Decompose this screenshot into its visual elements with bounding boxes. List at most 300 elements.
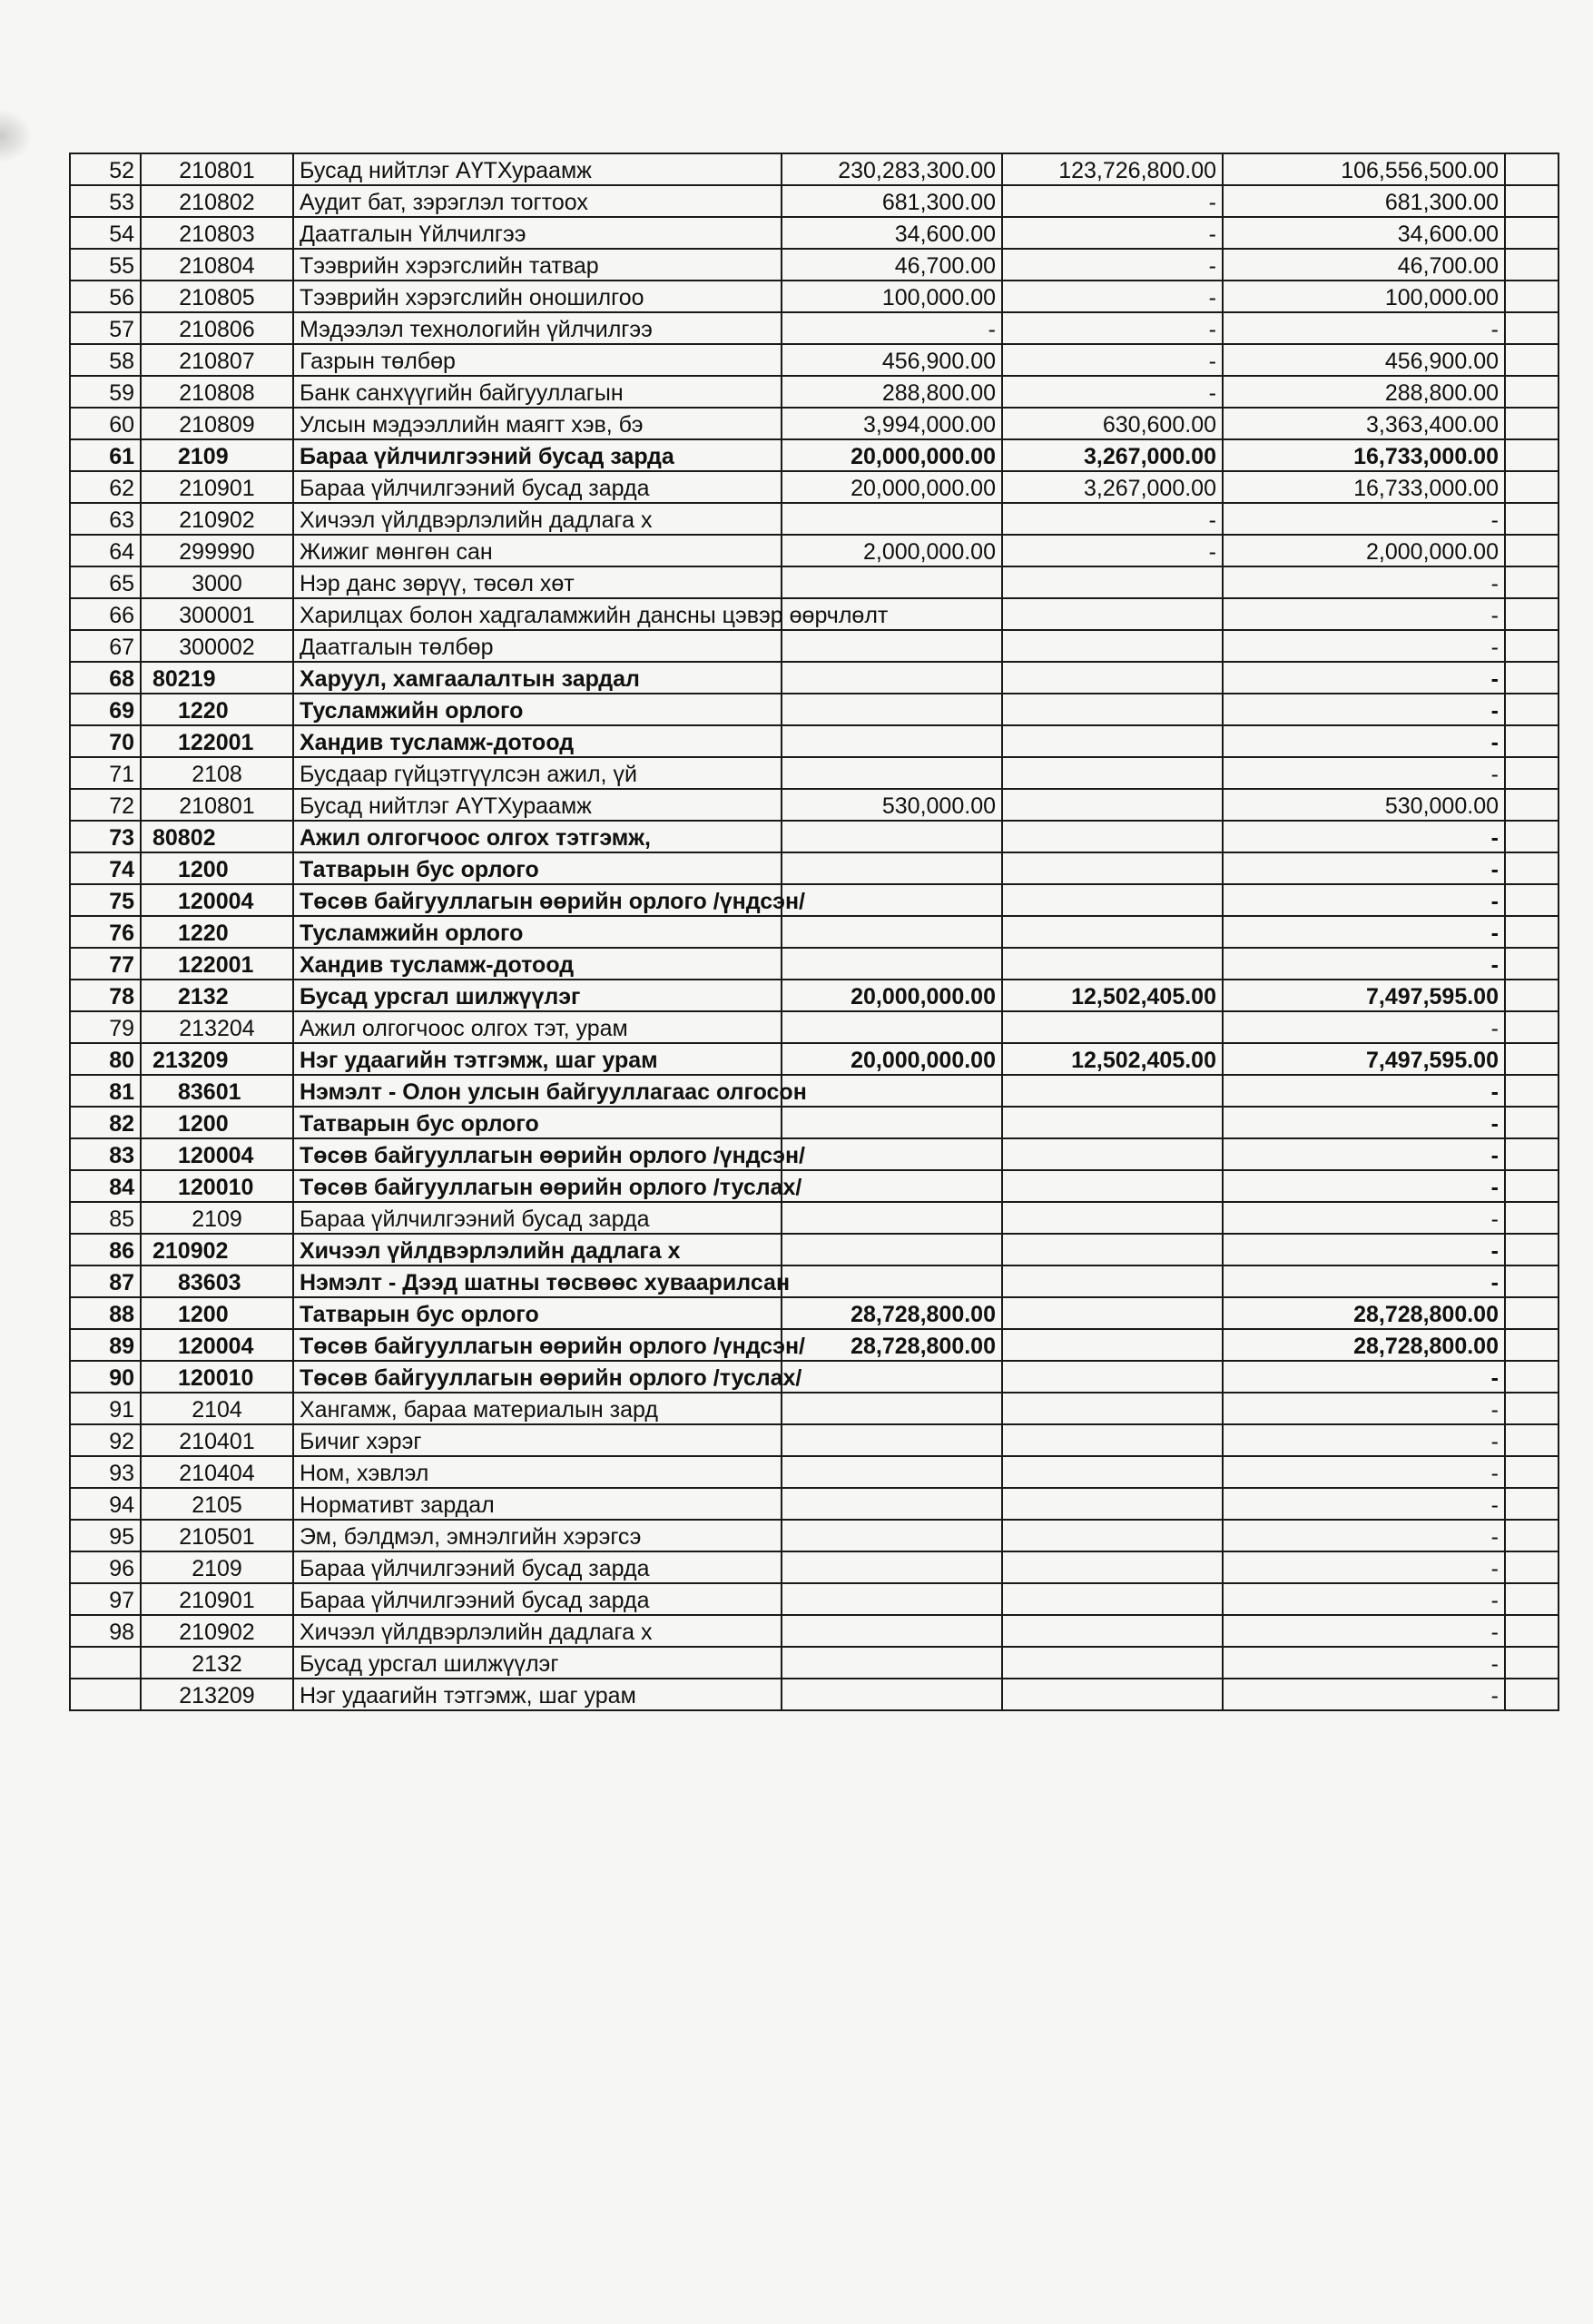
- table-row: [70, 948, 1559, 980]
- account-code-cell: 210806: [141, 312, 293, 344]
- empty-cell: [1505, 1520, 1559, 1551]
- account-name-cell: Тээврийн хэрэгслийн оношилгоо: [293, 281, 782, 312]
- planned-amount-cell: [782, 884, 1002, 916]
- table-row: [70, 1138, 1559, 1170]
- difference-amount-cell: -: [1223, 757, 1505, 789]
- account-name-cell: Бараа үйлчилгээний бусад зарда: [293, 1202, 782, 1234]
- account-name-cell: Нэмэлт - Олон улсын байгууллагаас олгосон: [293, 1075, 782, 1107]
- empty-cell: [1505, 1583, 1559, 1615]
- empty-cell: [1505, 1361, 1559, 1393]
- row-number-cell: 74: [70, 852, 141, 884]
- row-number-cell: 60: [70, 408, 141, 439]
- table-row: [70, 1361, 1559, 1393]
- row-number-cell: 85: [70, 1202, 141, 1234]
- account-code-cell: 83603: [141, 1265, 293, 1297]
- account-code-cell: 120004: [141, 884, 293, 916]
- account-code-cell: 1220: [141, 916, 293, 948]
- account-name-cell: Бусад урсгал шилжүүлэг: [293, 1647, 782, 1679]
- difference-amount-cell: 46,700.00: [1223, 249, 1505, 281]
- empty-cell: [1505, 1265, 1559, 1297]
- table-row: [70, 852, 1559, 884]
- difference-amount-cell: 2,000,000.00: [1223, 535, 1505, 566]
- table-row: [70, 1107, 1559, 1138]
- planned-amount-cell: [782, 1234, 1002, 1265]
- account-code-cell: 210801: [141, 153, 293, 185]
- account-name-cell: Төсөв байгууллагын өөрийн орлого /туслах/: [293, 1361, 782, 1393]
- planned-amount-cell: [782, 852, 1002, 884]
- table-row: [70, 980, 1559, 1011]
- row-number-cell: 92: [70, 1424, 141, 1456]
- table-row: [70, 662, 1559, 694]
- account-code-cell: 1200: [141, 1297, 293, 1329]
- account-code-cell: 2108: [141, 757, 293, 789]
- account-name-cell: Даатгалын төлбөр: [293, 630, 782, 662]
- executed-amount-cell: [1002, 566, 1223, 598]
- planned-amount-cell: 34,600.00: [782, 217, 1002, 249]
- account-name-cell: Аудит бат, зэрэглэл тогтоох: [293, 185, 782, 217]
- difference-amount-cell: -: [1223, 948, 1505, 980]
- executed-amount-cell: [1002, 1075, 1223, 1107]
- account-code-cell: 210801: [141, 789, 293, 821]
- account-code-cell: 210401: [141, 1424, 293, 1456]
- account-name-cell: Хичээл үйлдвэрлэлийн дадлага х: [293, 1615, 782, 1647]
- difference-amount-cell: 34,600.00: [1223, 217, 1505, 249]
- row-number-cell: 73: [70, 821, 141, 852]
- account-code-cell: 1200: [141, 852, 293, 884]
- planned-amount-cell: [782, 1107, 1002, 1138]
- executed-amount-cell: 3,267,000.00: [1002, 439, 1223, 471]
- table-row: [70, 344, 1559, 376]
- account-code-cell: 210902: [141, 1615, 293, 1647]
- row-number-cell: 65: [70, 566, 141, 598]
- planned-amount-cell: [782, 725, 1002, 757]
- executed-amount-cell: -: [1002, 217, 1223, 249]
- planned-amount-cell: [782, 1488, 1002, 1520]
- executed-amount-cell: [1002, 1329, 1223, 1361]
- account-name-cell: Тусламжийн орлого: [293, 694, 782, 725]
- planned-amount-cell: [782, 1583, 1002, 1615]
- row-number-cell: 62: [70, 471, 141, 503]
- planned-amount-cell: 20,000,000.00: [782, 1043, 1002, 1075]
- account-name-cell: Даатгалын Үйлчилгээ: [293, 217, 782, 249]
- planned-amount-cell: [782, 1424, 1002, 1456]
- account-name-cell: Нэмэлт - Дээд шатны төсвөөс хуваарилсан: [293, 1265, 782, 1297]
- row-number-cell: 88: [70, 1297, 141, 1329]
- table-row: [70, 1202, 1559, 1234]
- account-name-cell: Мэдээлэл технологийн үйлчилгээ: [293, 312, 782, 344]
- account-name-cell: Бусад нийтлэг АҮТХураамж: [293, 153, 782, 185]
- row-number-cell: 64: [70, 535, 141, 566]
- difference-amount-cell: -: [1223, 1679, 1505, 1710]
- difference-amount-cell: -: [1223, 598, 1505, 630]
- table-row: [70, 535, 1559, 566]
- planned-amount-cell: 288,800.00: [782, 376, 1002, 408]
- executed-amount-cell: [1002, 662, 1223, 694]
- difference-amount-cell: -: [1223, 630, 1505, 662]
- account-code-cell: 210802: [141, 185, 293, 217]
- account-code-cell: 122001: [141, 725, 293, 757]
- row-number-cell: 69: [70, 694, 141, 725]
- row-number-cell: 54: [70, 217, 141, 249]
- difference-amount-cell: -: [1223, 1107, 1505, 1138]
- planned-amount-cell: 46,700.00: [782, 249, 1002, 281]
- table-row: [70, 725, 1559, 757]
- account-code-cell: 213204: [141, 1011, 293, 1043]
- difference-amount-cell: 106,556,500.00: [1223, 153, 1505, 185]
- executed-amount-cell: 630,600.00: [1002, 408, 1223, 439]
- row-number-cell: 72: [70, 789, 141, 821]
- table-row: [70, 1520, 1559, 1551]
- account-code-cell: 300001: [141, 598, 293, 630]
- row-number-cell: 59: [70, 376, 141, 408]
- table-row: [70, 789, 1559, 821]
- executed-amount-cell: [1002, 1265, 1223, 1297]
- empty-cell: [1505, 1297, 1559, 1329]
- difference-amount-cell: 681,300.00: [1223, 185, 1505, 217]
- difference-amount-cell: -: [1223, 662, 1505, 694]
- account-code-cell: 299990: [141, 535, 293, 566]
- account-name-cell: Ажил олгогчоос олгох тэт, урам: [293, 1011, 782, 1043]
- planned-amount-cell: [782, 1361, 1002, 1393]
- account-code-cell: 210501: [141, 1520, 293, 1551]
- table-row: [70, 376, 1559, 408]
- table-row: [70, 884, 1559, 916]
- difference-amount-cell: -: [1223, 1361, 1505, 1393]
- empty-cell: [1505, 1043, 1559, 1075]
- empty-cell: [1505, 1456, 1559, 1488]
- account-name-cell: Бараа үйлчилгээний бусад зарда: [293, 1551, 782, 1583]
- account-name-cell: Бараа үйлчилгээний бусад зарда: [293, 1583, 782, 1615]
- account-name-cell: Татварын бус орлого: [293, 1107, 782, 1138]
- account-code-cell: 120004: [141, 1138, 293, 1170]
- planned-amount-cell: 681,300.00: [782, 185, 1002, 217]
- empty-cell: [1505, 630, 1559, 662]
- empty-cell: [1505, 217, 1559, 249]
- account-code-cell: 2132: [141, 980, 293, 1011]
- planned-amount-cell: [782, 916, 1002, 948]
- empty-cell: [1505, 153, 1559, 185]
- account-name-cell: Бичиг хэрэг: [293, 1424, 782, 1456]
- account-code-cell: 2105: [141, 1488, 293, 1520]
- row-number-cell: 75: [70, 884, 141, 916]
- empty-cell: [1505, 1679, 1559, 1710]
- account-code-cell: 80802: [141, 821, 293, 852]
- row-number-cell: 70: [70, 725, 141, 757]
- executed-amount-cell: -: [1002, 281, 1223, 312]
- empty-cell: [1505, 1075, 1559, 1107]
- budget-table: [69, 153, 1559, 1711]
- account-code-cell: 210807: [141, 344, 293, 376]
- account-name-cell: Хангамж, бараа материалын зард: [293, 1393, 782, 1424]
- row-number-cell: 78: [70, 980, 141, 1011]
- table-row: [70, 1265, 1559, 1297]
- difference-amount-cell: 3,363,400.00: [1223, 408, 1505, 439]
- table-row: [70, 1011, 1559, 1043]
- planned-amount-cell: [782, 1551, 1002, 1583]
- planned-amount-cell: 20,000,000.00: [782, 439, 1002, 471]
- account-name-cell: Төсөв байгууллагын өөрийн орлого /туслах/: [293, 1170, 782, 1202]
- account-code-cell: 83601: [141, 1075, 293, 1107]
- table-row: [70, 916, 1559, 948]
- difference-amount-cell: 28,728,800.00: [1223, 1329, 1505, 1361]
- row-number-cell: 53: [70, 185, 141, 217]
- planned-amount-cell: 456,900.00: [782, 344, 1002, 376]
- row-number-cell: 58: [70, 344, 141, 376]
- account-name-cell: Эм, бэлдмэл, эмнэлгийн хэрэгсэ: [293, 1520, 782, 1551]
- account-code-cell: 210901: [141, 471, 293, 503]
- executed-amount-cell: [1002, 884, 1223, 916]
- executed-amount-cell: 3,267,000.00: [1002, 471, 1223, 503]
- executed-amount-cell: [1002, 1234, 1223, 1265]
- executed-amount-cell: -: [1002, 249, 1223, 281]
- planned-amount-cell: [782, 757, 1002, 789]
- row-number-cell: 71: [70, 757, 141, 789]
- difference-amount-cell: 16,733,000.00: [1223, 439, 1505, 471]
- executed-amount-cell: [1002, 1520, 1223, 1551]
- executed-amount-cell: [1002, 630, 1223, 662]
- empty-cell: [1505, 312, 1559, 344]
- account-name-cell: Банк санхүүгийн байгууллагын: [293, 376, 782, 408]
- account-code-cell: 210808: [141, 376, 293, 408]
- empty-cell: [1505, 852, 1559, 884]
- row-number-cell: 66: [70, 598, 141, 630]
- account-name-cell: Нэг удаагийн тэтгэмж, шаг урам: [293, 1043, 782, 1075]
- row-number-cell: 83: [70, 1138, 141, 1170]
- planned-amount-cell: [782, 1011, 1002, 1043]
- empty-cell: [1505, 757, 1559, 789]
- table-row: [70, 1583, 1559, 1615]
- empty-cell: [1505, 566, 1559, 598]
- empty-cell: [1505, 821, 1559, 852]
- empty-cell: [1505, 884, 1559, 916]
- empty-cell: [1505, 789, 1559, 821]
- account-code-cell: 80219: [141, 662, 293, 694]
- executed-amount-cell: [1002, 1393, 1223, 1424]
- difference-amount-cell: -: [1223, 1234, 1505, 1265]
- row-number-cell: 94: [70, 1488, 141, 1520]
- difference-amount-cell: -: [1223, 1011, 1505, 1043]
- account-code-cell: 120010: [141, 1361, 293, 1393]
- account-name-cell: Бараа үйлчилгээний бусад зарда: [293, 439, 782, 471]
- difference-amount-cell: -: [1223, 1615, 1505, 1647]
- row-number-cell: 95: [70, 1520, 141, 1551]
- executed-amount-cell: [1002, 694, 1223, 725]
- table-row: [70, 598, 1559, 630]
- executed-amount-cell: [1002, 1170, 1223, 1202]
- account-name-cell: Нэр данс зөрүү, төсөл хөт: [293, 566, 782, 598]
- row-number-cell: [70, 1647, 141, 1679]
- account-name-cell: Ном, хэвлэл: [293, 1456, 782, 1488]
- row-number-cell: 63: [70, 503, 141, 535]
- executed-amount-cell: [1002, 1138, 1223, 1170]
- account-code-cell: 210805: [141, 281, 293, 312]
- account-code-cell: 210902: [141, 503, 293, 535]
- table-row: [70, 566, 1559, 598]
- row-number-cell: 76: [70, 916, 141, 948]
- empty-cell: [1505, 1170, 1559, 1202]
- difference-amount-cell: -: [1223, 503, 1505, 535]
- table-row: [70, 1679, 1559, 1710]
- executed-amount-cell: [1002, 1551, 1223, 1583]
- table-row: [70, 217, 1559, 249]
- empty-cell: [1505, 1615, 1559, 1647]
- row-number-cell: 61: [70, 439, 141, 471]
- empty-cell: [1505, 1647, 1559, 1679]
- empty-cell: [1505, 1393, 1559, 1424]
- difference-amount-cell: 7,497,595.00: [1223, 1043, 1505, 1075]
- row-number-cell: 86: [70, 1234, 141, 1265]
- difference-amount-cell: 100,000.00: [1223, 281, 1505, 312]
- row-number-cell: [70, 1679, 141, 1710]
- account-code-cell: 210803: [141, 217, 293, 249]
- executed-amount-cell: [1002, 1202, 1223, 1234]
- empty-cell: [1505, 471, 1559, 503]
- executed-amount-cell: [1002, 1107, 1223, 1138]
- account-name-cell: Татварын бус орлого: [293, 852, 782, 884]
- row-number-cell: 90: [70, 1361, 141, 1393]
- difference-amount-cell: 28,728,800.00: [1223, 1297, 1505, 1329]
- table-row: [70, 757, 1559, 789]
- empty-cell: [1505, 249, 1559, 281]
- executed-amount-cell: -: [1002, 344, 1223, 376]
- executed-amount-cell: [1002, 1297, 1223, 1329]
- empty-cell: [1505, 1107, 1559, 1138]
- planned-amount-cell: 230,283,300.00: [782, 153, 1002, 185]
- row-number-cell: 97: [70, 1583, 141, 1615]
- planned-amount-cell: [782, 1170, 1002, 1202]
- account-name-cell: Газрын төлбөр: [293, 344, 782, 376]
- executed-amount-cell: -: [1002, 535, 1223, 566]
- executed-amount-cell: [1002, 821, 1223, 852]
- executed-amount-cell: [1002, 1488, 1223, 1520]
- executed-amount-cell: [1002, 852, 1223, 884]
- account-code-cell: 210901: [141, 1583, 293, 1615]
- difference-amount-cell: 456,900.00: [1223, 344, 1505, 376]
- table-row: [70, 281, 1559, 312]
- difference-amount-cell: -: [1223, 821, 1505, 852]
- empty-cell: [1505, 1011, 1559, 1043]
- account-name-cell: Хичээл үйлдвэрлэлийн дадлага х: [293, 503, 782, 535]
- row-number-cell: 93: [70, 1456, 141, 1488]
- account-code-cell: 210809: [141, 408, 293, 439]
- table-row: [70, 1488, 1559, 1520]
- executed-amount-cell: -: [1002, 312, 1223, 344]
- account-code-cell: 120004: [141, 1329, 293, 1361]
- row-number-cell: 68: [70, 662, 141, 694]
- planned-amount-cell: [782, 1075, 1002, 1107]
- empty-cell: [1505, 185, 1559, 217]
- empty-cell: [1505, 1488, 1559, 1520]
- planned-amount-cell: 3,994,000.00: [782, 408, 1002, 439]
- account-name-cell: Бараа үйлчилгээний бусад зарда: [293, 471, 782, 503]
- account-code-cell: 120010: [141, 1170, 293, 1202]
- account-code-cell: 300002: [141, 630, 293, 662]
- account-name-cell: Нэг удаагийн тэтгэмж, шаг урам: [293, 1679, 782, 1710]
- account-name-cell: Улсын мэдээллийн маягт хэв, бэ: [293, 408, 782, 439]
- difference-amount-cell: -: [1223, 1647, 1505, 1679]
- difference-amount-cell: -: [1223, 1456, 1505, 1488]
- empty-cell: [1505, 980, 1559, 1011]
- row-number-cell: 77: [70, 948, 141, 980]
- account-name-cell: Хичээл үйлдвэрлэлийн дадлага х: [293, 1234, 782, 1265]
- account-code-cell: 2132: [141, 1647, 293, 1679]
- planned-amount-cell: [782, 503, 1002, 535]
- account-code-cell: 2109: [141, 1551, 293, 1583]
- executed-amount-cell: 123,726,800.00: [1002, 153, 1223, 185]
- planned-amount-cell: [782, 1615, 1002, 1647]
- planned-amount-cell: [782, 694, 1002, 725]
- difference-amount-cell: 288,800.00: [1223, 376, 1505, 408]
- executed-amount-cell: -: [1002, 185, 1223, 217]
- account-name-cell: Тээврийн хэрэгслийн татвар: [293, 249, 782, 281]
- account-code-cell: 210804: [141, 249, 293, 281]
- difference-amount-cell: -: [1223, 1265, 1505, 1297]
- empty-cell: [1505, 1424, 1559, 1456]
- difference-amount-cell: -: [1223, 1520, 1505, 1551]
- executed-amount-cell: [1002, 757, 1223, 789]
- account-code-cell: 1220: [141, 694, 293, 725]
- difference-amount-cell: -: [1223, 1583, 1505, 1615]
- row-number-cell: 91: [70, 1393, 141, 1424]
- difference-amount-cell: -: [1223, 1075, 1505, 1107]
- row-number-cell: 98: [70, 1615, 141, 1647]
- empty-cell: [1505, 725, 1559, 757]
- planned-amount-cell: [782, 1393, 1002, 1424]
- difference-amount-cell: -: [1223, 725, 1505, 757]
- empty-cell: [1505, 662, 1559, 694]
- table-row: [70, 1170, 1559, 1202]
- empty-cell: [1505, 1234, 1559, 1265]
- planned-amount-cell: [782, 1520, 1002, 1551]
- planned-amount-cell: 20,000,000.00: [782, 980, 1002, 1011]
- difference-amount-cell: -: [1223, 1551, 1505, 1583]
- planned-amount-cell: [782, 630, 1002, 662]
- table-row: [70, 439, 1559, 471]
- account-code-cell: 213209: [141, 1679, 293, 1710]
- account-code-cell: 2109: [141, 439, 293, 471]
- planned-amount-cell: -: [782, 312, 1002, 344]
- table-row: [70, 1647, 1559, 1679]
- table-row: [70, 408, 1559, 439]
- table-row: [70, 1297, 1559, 1329]
- empty-cell: [1505, 503, 1559, 535]
- account-code-cell: 2109: [141, 1202, 293, 1234]
- executed-amount-cell: -: [1002, 376, 1223, 408]
- executed-amount-cell: [1002, 1011, 1223, 1043]
- account-name-cell: Төсөв байгууллагын өөрийн орлого /үндсэн/: [293, 1138, 782, 1170]
- difference-amount-cell: -: [1223, 566, 1505, 598]
- table-row: [70, 503, 1559, 535]
- table-row: [70, 1043, 1559, 1075]
- empty-cell: [1505, 948, 1559, 980]
- row-number-cell: 89: [70, 1329, 141, 1361]
- account-name-cell: Бусад урсгал шилжүүлэг: [293, 980, 782, 1011]
- difference-amount-cell: -: [1223, 1202, 1505, 1234]
- executed-amount-cell: 12,502,405.00: [1002, 980, 1223, 1011]
- empty-cell: [1505, 281, 1559, 312]
- account-name-cell: Харилцах болон хадгаламжийн дансны цэвэр өөрчлөлт: [293, 598, 782, 630]
- executed-amount-cell: [1002, 1647, 1223, 1679]
- planned-amount-cell: [782, 1679, 1002, 1710]
- table-row: [70, 630, 1559, 662]
- difference-amount-cell: 7,497,595.00: [1223, 980, 1505, 1011]
- planned-amount-cell: [782, 1138, 1002, 1170]
- planned-amount-cell: 28,728,800.00: [782, 1329, 1002, 1361]
- difference-amount-cell: -: [1223, 312, 1505, 344]
- executed-amount-cell: [1002, 789, 1223, 821]
- table-row: [70, 471, 1559, 503]
- row-number-cell: 67: [70, 630, 141, 662]
